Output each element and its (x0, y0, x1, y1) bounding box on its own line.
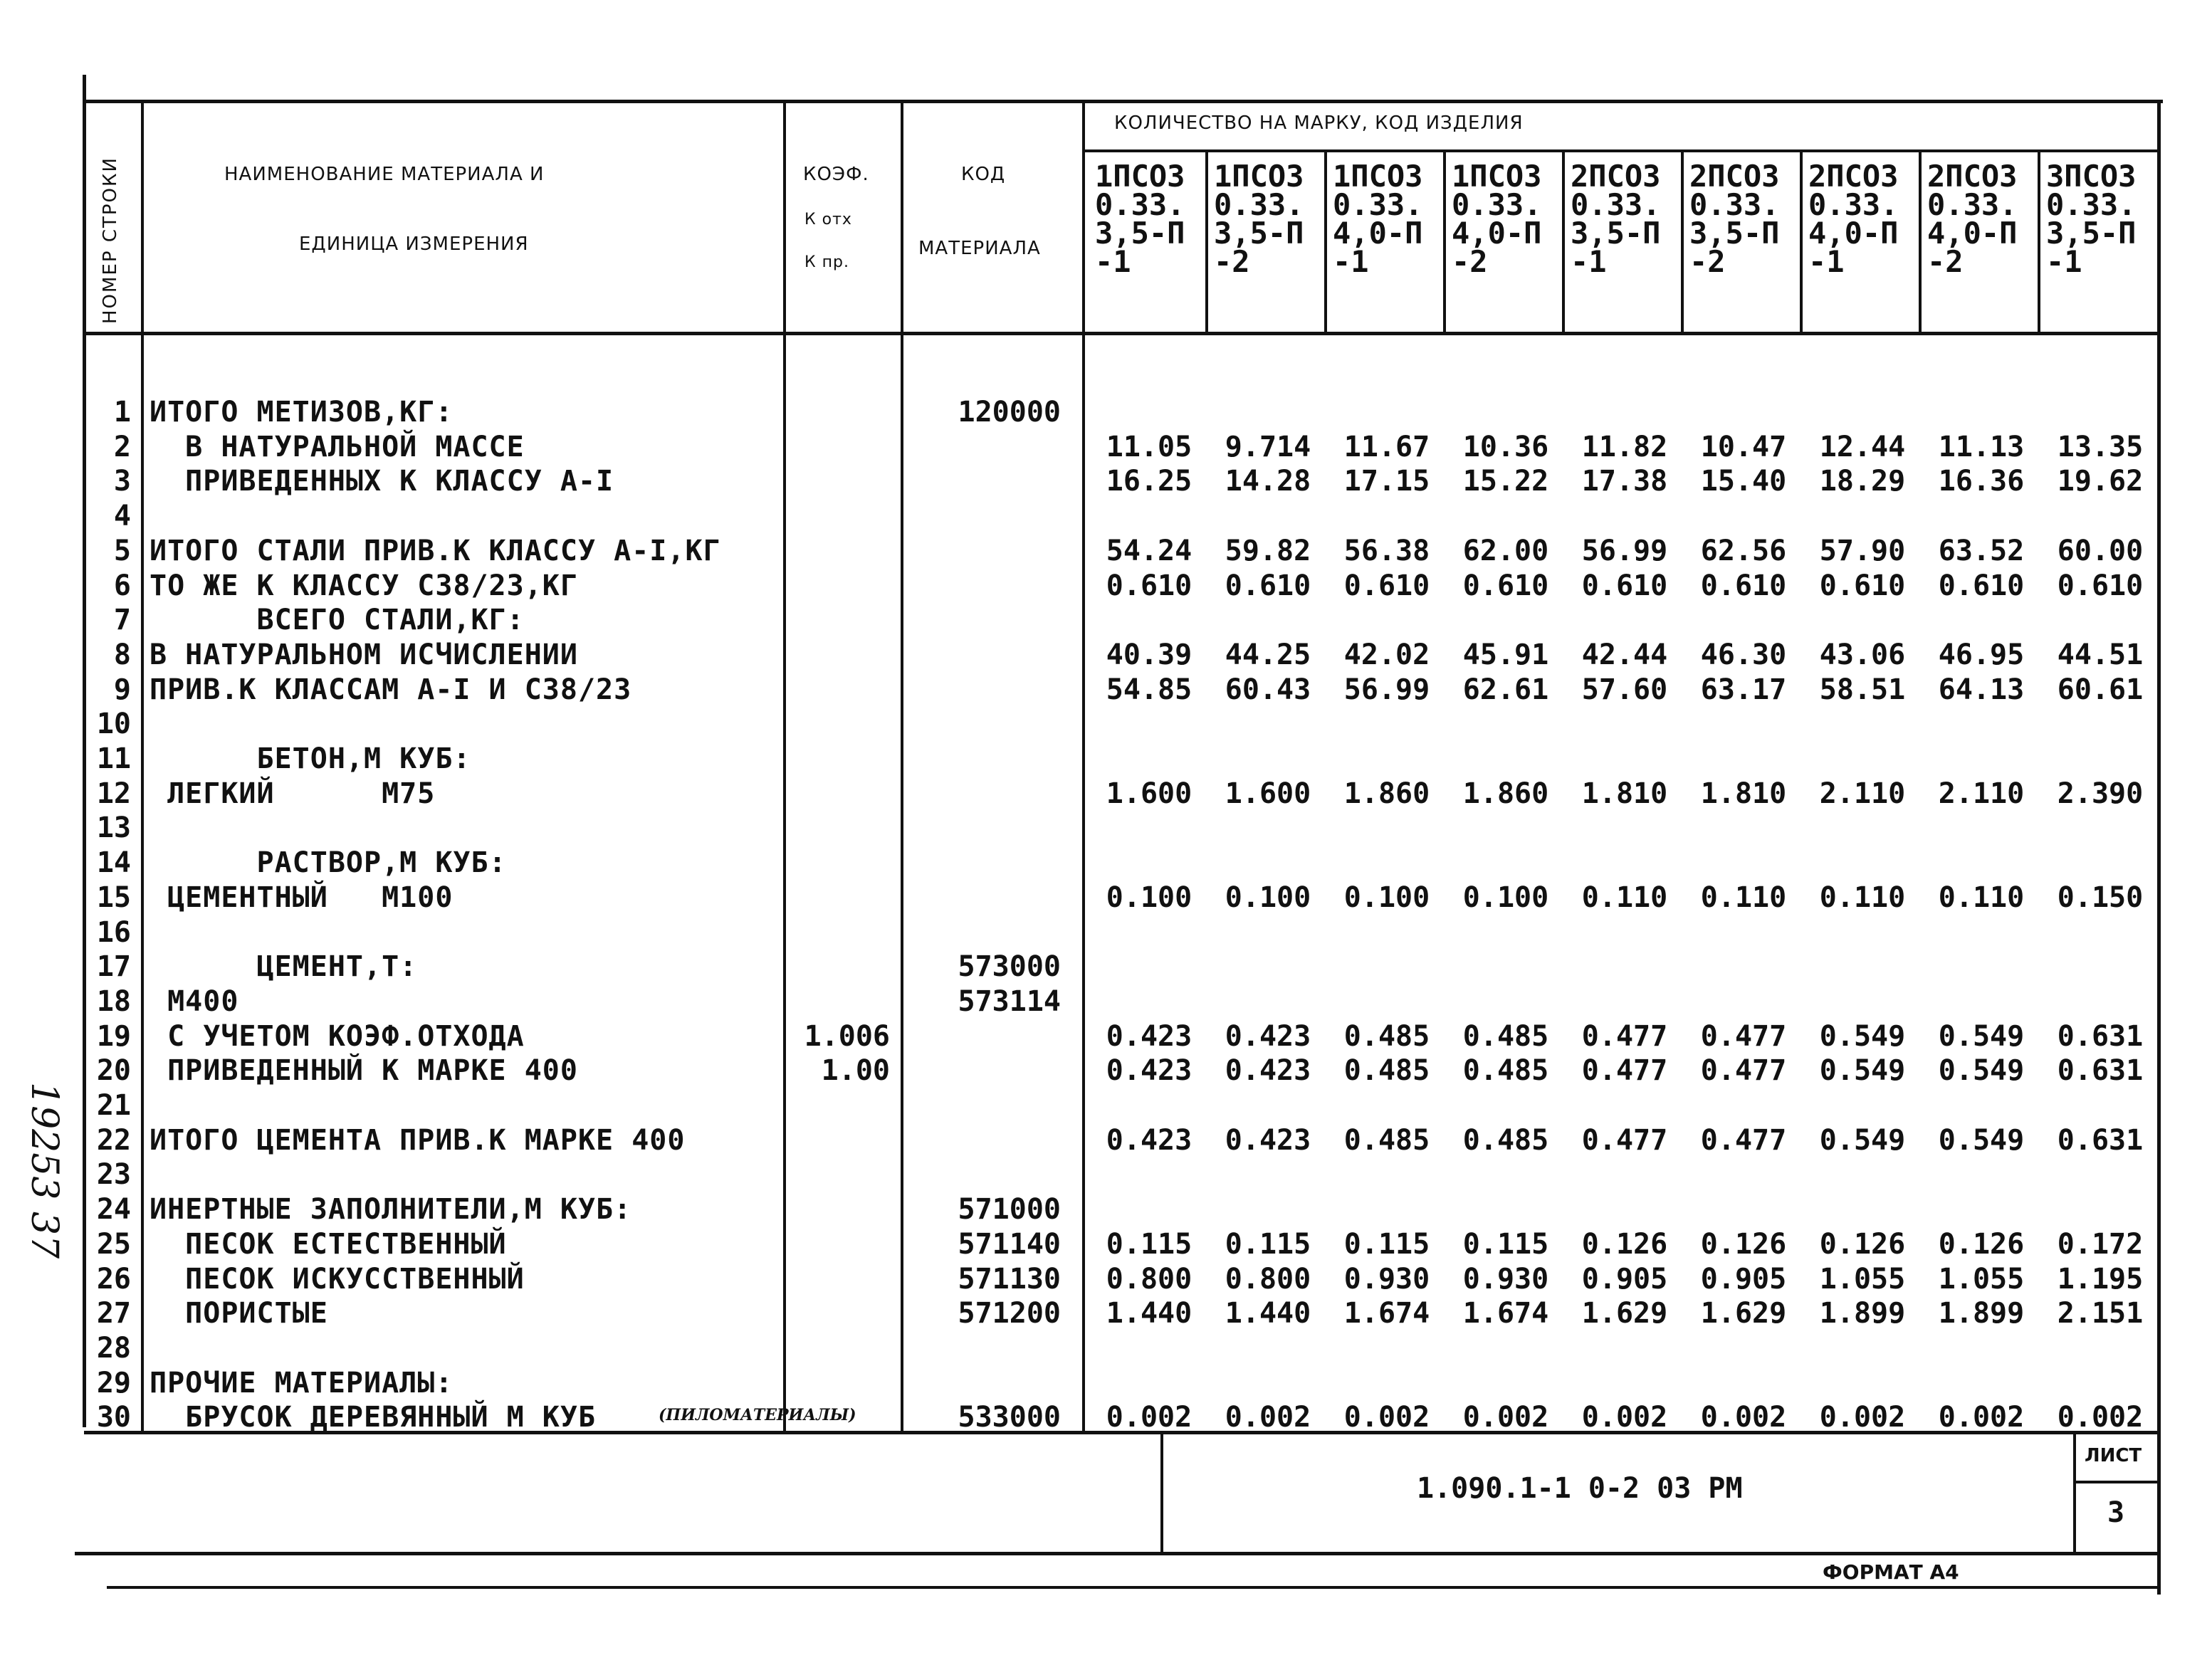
quantity-cell: 44.51 (2057, 638, 2144, 671)
quantity-cell: 0.002 (2057, 1401, 2144, 1434)
product-col-sep (1562, 151, 1565, 333)
quantity-cell: 0.610 (1819, 569, 1906, 602)
quantity-cell: 0.610 (1462, 569, 1549, 602)
quantity-cell: 0.477 (1700, 1019, 1787, 1053)
quantity-cell: 0.485 (1462, 1123, 1549, 1157)
product-header-5-line3: 3,5-П (1571, 216, 1661, 251)
quantity-cell: 0.631 (2057, 1123, 2144, 1157)
quantity-cell: 56.38 (1343, 534, 1430, 567)
quantity-cell: 57.90 (1819, 534, 1906, 567)
quantity-cell: 40.39 (1106, 638, 1193, 671)
product-header-6-line4: -2 (1689, 244, 1726, 279)
quantity-cell: 14.28 (1225, 465, 1311, 498)
product-col-sep (1919, 151, 1922, 333)
quantity-cell: 1.674 (1462, 1297, 1549, 1330)
quantity-cell: 1.440 (1106, 1297, 1193, 1330)
product-header-3-line2: 0.33. (1333, 187, 1423, 222)
product-header-6-line3: 3,5-П (1689, 216, 1780, 251)
quantity-cell: 0.610 (2057, 569, 2144, 602)
stamp-left (1160, 1432, 1163, 1553)
row-number: 12 (96, 777, 131, 810)
row-number: 5 (113, 534, 131, 567)
quantity-cell: 0.905 (1700, 1262, 1787, 1296)
row-number: 20 (96, 1054, 131, 1088)
name-header-line2: ЕДИНИЦА ИЗМЕРЕНИЯ (299, 233, 529, 255)
quantity-cell: 0.549 (1819, 1019, 1906, 1053)
quantity-cell: 0.126 (1938, 1227, 2025, 1261)
quantity-cell: 0.485 (1343, 1123, 1430, 1157)
product-header-7-line1: 2ПСОЗ (1808, 159, 1899, 194)
product-header-5-line2: 0.33. (1571, 187, 1661, 222)
quantity-cell: 15.40 (1700, 465, 1787, 498)
material-name: БРУСОК ДЕРЕВЯННЫЙ М КУБ (150, 1401, 597, 1434)
row-number: 24 (96, 1193, 131, 1227)
quantity-cell: 0.002 (1938, 1401, 2025, 1434)
quantity-cell: 0.126 (1700, 1227, 1787, 1261)
row-number: 1 (113, 396, 131, 429)
product-header-2-line4: -2 (1214, 244, 1250, 279)
quantity-cell: 0.610 (1106, 569, 1193, 602)
quantity-cell: 19.62 (2057, 465, 2144, 498)
material-name: ПРИВ.К КЛАССАМ А-I И С38/23 (150, 673, 632, 706)
quantity-cell: 0.930 (1343, 1262, 1430, 1296)
quantity-cell: 11.13 (1938, 430, 2025, 463)
material-name: ВСЕГО СТАЛИ,КГ: (150, 604, 525, 637)
quantity-cell: 0.485 (1343, 1054, 1430, 1088)
product-header-9-line3: 3,5-П (2046, 216, 2137, 251)
material-code: 120000 (958, 396, 1061, 429)
quantity-cell: 2.110 (1819, 777, 1906, 810)
quantity-cell: 10.47 (1700, 430, 1787, 463)
sheet-number: 3 (2107, 1496, 2125, 1529)
quantity-cell: 0.423 (1106, 1019, 1193, 1053)
quantity-cell: 0.800 (1225, 1262, 1311, 1296)
quantity-cell: 0.110 (1938, 881, 2025, 914)
product-header-8-line3: 4,0-П (1927, 216, 2018, 251)
quantity-cell: 2.151 (2057, 1297, 2144, 1330)
quantity-cell: 0.126 (1581, 1227, 1668, 1261)
quantity-cell: 0.115 (1462, 1227, 1549, 1261)
quantity-cell: 60.43 (1225, 673, 1311, 706)
stamp-bottom-rule (75, 1552, 2159, 1555)
quantity-cell: 0.549 (1938, 1019, 2025, 1053)
quantity-cell: 16.36 (1938, 465, 2025, 498)
material-name: М400 (150, 984, 239, 1018)
quantity-cell: 43.06 (1819, 638, 1906, 671)
quantity-cell: 54.24 (1106, 534, 1193, 567)
product-header-3-line4: -1 (1333, 244, 1369, 279)
material-name: ПРОЧИЕ МАТЕРИАЛЫ: (150, 1366, 454, 1399)
name-header-line1: НАИМЕНОВАНИЕ МАТЕРИАЛА И (224, 164, 545, 185)
quantity-cell: 46.30 (1700, 638, 1787, 671)
quantity-cell: 0.549 (1819, 1123, 1906, 1157)
quantity-cell: 0.002 (1581, 1401, 1668, 1434)
product-col-sep (1324, 151, 1327, 333)
quantity-cell: 0.610 (1225, 569, 1311, 602)
product-col-sep (1681, 151, 1684, 333)
quantity-cell: 60.00 (2057, 534, 2144, 567)
quantity-cell: 0.485 (1462, 1019, 1549, 1053)
quantity-cell: 9.714 (1225, 430, 1311, 463)
quantity-cell: 0.423 (1225, 1054, 1311, 1088)
format-label: ФОРМАТ А4 (1823, 1560, 1959, 1584)
code-header-line1: КОД (961, 164, 1006, 185)
quantity-cell: 1.810 (1581, 777, 1668, 810)
quantity-cell: 16.25 (1106, 465, 1193, 498)
col-sep-rownum (141, 100, 144, 1431)
product-header-3-line3: 4,0-П (1333, 216, 1423, 251)
quantity-cell: 1.055 (1819, 1262, 1906, 1296)
document-code: 1.090.1-1 0-2 03 РМ (1417, 1472, 1743, 1505)
quantity-cell: 0.423 (1225, 1123, 1311, 1157)
quantity-cell: 0.477 (1581, 1123, 1668, 1157)
row-number: 25 (96, 1227, 131, 1261)
material-code: 573114 (958, 984, 1061, 1018)
material-code: 533000 (958, 1401, 1061, 1434)
quantity-cell: 0.930 (1462, 1262, 1549, 1296)
product-header-2-line1: 1ПСОЗ (1214, 159, 1304, 194)
quantity-cell: 1.674 (1343, 1297, 1430, 1330)
quantity-cell: 46.95 (1938, 638, 2025, 671)
quantity-cell: 0.485 (1343, 1019, 1430, 1053)
coef-header-line1: КОЭФ. (803, 164, 869, 185)
material-name: ИНЕРТНЫЕ ЗАПОЛНИТЕЛИ,М КУБ: (150, 1193, 632, 1227)
quantity-cell: 0.477 (1700, 1123, 1787, 1157)
quantity-header-title: КОЛИЧЕСТВО НА МАРКУ, КОД ИЗДЕЛИЯ (1114, 112, 1524, 134)
quantity-cell: 0.549 (1938, 1123, 2025, 1157)
row-number: 2 (113, 430, 131, 463)
quantity-cell: 63.17 (1700, 673, 1787, 706)
row-number: 26 (96, 1262, 131, 1296)
product-header-7-line2: 0.33. (1808, 187, 1899, 222)
product-header-2-line2: 0.33. (1214, 187, 1304, 222)
product-header-8-line4: -2 (1927, 244, 1964, 279)
quantity-cell: 0.631 (2057, 1054, 2144, 1088)
product-header-9-line2: 0.33. (2046, 187, 2137, 222)
material-name: С УЧЕТОМ КОЭФ.ОТХОДА (150, 1019, 525, 1053)
product-header-6-line1: 2ПСОЗ (1689, 159, 1780, 194)
row-number: 23 (96, 1158, 131, 1192)
stamp-sheet-left (2073, 1432, 2076, 1553)
sheet-bottom-rule (107, 1586, 2160, 1589)
material-name: ЦЕМЕНТНЫЙ М100 (150, 881, 454, 914)
material-name: ПРИВЕДЕННЫХ К КЛАССУ А-I (150, 465, 614, 498)
product-col-sep (2038, 151, 2040, 333)
material-code: 573000 (958, 950, 1061, 984)
material-name: ИТОГО СТАЛИ ПРИВ.К КЛАССУ А-I,КГ (150, 534, 721, 567)
material-name: ПОРИСТЫЕ (150, 1297, 328, 1330)
quantity-cell: 0.100 (1462, 881, 1549, 914)
material-code: 571000 (958, 1193, 1061, 1227)
quantity-cell: 0.477 (1700, 1054, 1787, 1088)
quantity-cell: 0.800 (1106, 1262, 1193, 1296)
quantity-cell: 1.600 (1106, 777, 1193, 810)
quantity-cell: 1.629 (1581, 1297, 1668, 1330)
quantity-cell: 42.02 (1343, 638, 1430, 671)
quantity-cell: 1.055 (1938, 1262, 2025, 1296)
quantity-cell: 58.51 (1819, 673, 1906, 706)
coefficient: 1.00 (821, 1054, 890, 1088)
row-number: 21 (96, 1089, 131, 1122)
quantity-cell: 0.110 (1819, 881, 1906, 914)
quantity-cell: 0.100 (1225, 881, 1311, 914)
row-number: 22 (96, 1123, 131, 1157)
quantity-cell: 56.99 (1581, 534, 1668, 567)
quantity-cell: 0.002 (1819, 1401, 1906, 1434)
material-name: ЦЕМЕНТ,Т: (150, 950, 418, 984)
product-header-5-line1: 2ПСОЗ (1571, 159, 1661, 194)
quantity-cell: 60.61 (2057, 673, 2144, 706)
row-number: 14 (96, 846, 131, 880)
quantity-cell: 12.44 (1819, 430, 1906, 463)
material-code: 571130 (958, 1262, 1061, 1296)
quantity-cell: 0.002 (1225, 1401, 1311, 1434)
row-number: 29 (96, 1366, 131, 1399)
quantity-cell: 17.15 (1343, 465, 1430, 498)
row-number: 6 (113, 569, 131, 602)
row-number: 27 (96, 1297, 131, 1330)
product-header-5-line4: -1 (1571, 244, 1607, 279)
quantity-cell: 0.423 (1106, 1123, 1193, 1157)
material-code: 571140 (958, 1227, 1061, 1261)
material-code: 571200 (958, 1297, 1061, 1330)
product-header-8-line1: 2ПСОЗ (1927, 159, 2018, 194)
row-number: 3 (113, 465, 131, 498)
col-sep-coef (901, 100, 903, 1431)
quantity-cell: 0.610 (1581, 569, 1668, 602)
product-col-sep (1800, 151, 1803, 333)
col-sep-code (1082, 100, 1085, 1431)
quantity-cell: 0.610 (1700, 569, 1787, 602)
quantity-cell: 0.100 (1106, 881, 1193, 914)
coefficient: 1.006 (804, 1019, 890, 1053)
row-number: 15 (96, 881, 131, 914)
quantity-cell: 17.38 (1581, 465, 1668, 498)
quantity-cell: 0.110 (1581, 881, 1668, 914)
material-name: ПРИВЕДЕННЫЙ К МАРКЕ 400 (150, 1054, 578, 1088)
quantity-cell: 2.390 (2057, 777, 2144, 810)
col-sep-name (783, 100, 786, 1431)
quantity-cell: 2.110 (1938, 777, 2025, 810)
quantity-cell: 1.629 (1700, 1297, 1787, 1330)
material-name: БЕТОН,М КУБ: (150, 742, 471, 775)
quantity-cell: 18.29 (1819, 465, 1906, 498)
margin-note: 19253 37 (23, 1082, 65, 1259)
row-number: 28 (96, 1331, 131, 1365)
quantity-cell: 57.60 (1581, 673, 1668, 706)
quantity-cell: 62.00 (1462, 534, 1549, 567)
material-name: ИТОГО МЕТИЗОВ,КГ: (150, 396, 454, 429)
product-header-1-line4: -1 (1095, 244, 1131, 279)
product-header-4-line4: -2 (1452, 244, 1488, 279)
quantity-cell: 0.423 (1106, 1054, 1193, 1088)
row-number: 9 (113, 673, 131, 706)
quantity-cell: 0.610 (1343, 569, 1430, 602)
quantity-cell: 0.549 (1819, 1054, 1906, 1088)
row-number: 16 (96, 915, 131, 949)
row-number: 4 (113, 500, 131, 533)
quantity-cell: 0.002 (1700, 1401, 1787, 1434)
quantity-cell: 0.002 (1343, 1401, 1430, 1434)
row-number: 13 (96, 812, 131, 845)
row-number: 18 (96, 984, 131, 1018)
row-number: 7 (113, 604, 131, 637)
quantity-cell: 59.82 (1225, 534, 1311, 567)
quantity-cell: 1.860 (1343, 777, 1430, 810)
row-number: 11 (96, 742, 131, 775)
row-number: 30 (96, 1401, 131, 1434)
material-name: ИТОГО ЦЕМЕНТА ПРИВ.К МАРКЕ 400 (150, 1123, 686, 1157)
product-header-1-line2: 0.33. (1095, 187, 1185, 222)
row-number: 10 (96, 708, 131, 741)
quantity-cell: 62.56 (1700, 534, 1787, 567)
quantity-cell: 0.477 (1581, 1054, 1668, 1088)
quantity-cell: 0.477 (1581, 1019, 1668, 1053)
material-name: В НАТУРАЛЬНОМ ИСЧИСЛЕНИИ (150, 638, 578, 671)
product-header-3-line1: 1ПСОЗ (1333, 159, 1423, 194)
quantity-cell: 0.172 (2057, 1227, 2144, 1261)
frame-top (84, 100, 2163, 103)
product-header-1-line3: 3,5-П (1095, 216, 1185, 251)
quantity-cell: 0.100 (1343, 881, 1430, 914)
quantity-cell: 0.631 (2057, 1019, 2144, 1053)
row30-note: (ПИЛОМАТЕРИАЛЫ) (659, 1406, 856, 1424)
product-header-7-line3: 4,0-П (1808, 216, 1899, 251)
row-number: 8 (113, 638, 131, 671)
coef-header-line3: К пр. (804, 253, 849, 271)
product-header-8-line2: 0.33. (1927, 187, 2018, 222)
product-header-6-line2: 0.33. (1689, 187, 1780, 222)
material-name: ЛЕГКИЙ М75 (150, 777, 436, 810)
quantity-cell: 1.899 (1938, 1297, 2025, 1330)
product-col-sep (1205, 151, 1208, 333)
quantity-cell: 0.423 (1225, 1019, 1311, 1053)
quantity-cell: 63.52 (1938, 534, 2025, 567)
quantity-cell: 1.440 (1225, 1297, 1311, 1330)
quantity-cell: 0.115 (1225, 1227, 1311, 1261)
stamp-sheet-mid (2075, 1481, 2159, 1483)
row-number: 19 (96, 1019, 131, 1053)
row-number: 17 (96, 950, 131, 984)
material-name: РАСТВОР,М КУБ: (150, 846, 507, 880)
material-name: ПЕСОК ЕСТЕСТВЕННЫЙ (150, 1227, 507, 1261)
quantity-cell: 54.85 (1106, 673, 1193, 706)
frame-right (2157, 100, 2161, 1595)
product-header-7-line4: -1 (1808, 244, 1845, 279)
quantity-cell: 11.82 (1581, 430, 1668, 463)
quantity-cell: 44.25 (1225, 638, 1311, 671)
quantity-cell: 11.05 (1106, 430, 1193, 463)
material-name: В НАТУРАЛЬНОЙ МАССЕ (150, 430, 525, 463)
quantity-cell: 0.485 (1462, 1054, 1549, 1088)
quantity-cell: 15.22 (1462, 465, 1549, 498)
quantity-cell: 1.860 (1462, 777, 1549, 810)
quantity-cell: 64.13 (1938, 673, 2025, 706)
product-header-4-line3: 4,0-П (1452, 216, 1542, 251)
row-number-header: НОМЕР СТРОКИ (100, 157, 121, 324)
code-header-line2: МАТЕРИАЛА (918, 238, 1041, 259)
header-bottom-rule (84, 332, 2159, 335)
quantity-cell: 1.195 (2057, 1262, 2144, 1296)
quantity-cell: 11.67 (1343, 430, 1430, 463)
coef-header-line2: К отх (804, 211, 852, 229)
quantity-cell: 10.36 (1462, 430, 1549, 463)
sheet-label: ЛИСТ (2085, 1445, 2142, 1466)
product-header-9-line1: 3ПСОЗ (2046, 159, 2137, 194)
quantity-cell: 0.002 (1106, 1401, 1193, 1434)
product-header-4-line2: 0.33. (1452, 187, 1542, 222)
qty-title-rule (1084, 149, 2159, 152)
quantity-cell: 45.91 (1462, 638, 1549, 671)
quantity-cell: 0.549 (1938, 1054, 2025, 1088)
product-header-2-line3: 3,5-П (1214, 216, 1304, 251)
quantity-cell: 0.002 (1462, 1401, 1549, 1434)
quantity-cell: 0.150 (2057, 881, 2144, 914)
quantity-cell: 0.126 (1819, 1227, 1906, 1261)
quantity-cell: 62.61 (1462, 673, 1549, 706)
quantity-cell: 56.99 (1343, 673, 1430, 706)
material-name: ПЕСОК ИСКУССТВЕННЫЙ (150, 1262, 525, 1296)
material-name: ТО ЖЕ К КЛАССУ С38/23,КГ (150, 569, 578, 602)
quantity-cell: 13.35 (2057, 430, 2144, 463)
quantity-cell: 0.905 (1581, 1262, 1668, 1296)
quantity-cell: 42.44 (1581, 638, 1668, 671)
quantity-cell: 0.115 (1343, 1227, 1430, 1261)
quantity-cell: 0.110 (1700, 881, 1787, 914)
product-header-9-line4: -1 (2046, 244, 2082, 279)
product-header-1-line1: 1ПСОЗ (1095, 159, 1185, 194)
quantity-cell: 1.810 (1700, 777, 1787, 810)
quantity-cell: 1.899 (1819, 1297, 1906, 1330)
product-col-sep (1443, 151, 1446, 333)
quantity-cell: 1.600 (1225, 777, 1311, 810)
quantity-cell: 0.610 (1938, 569, 2025, 602)
product-header-4-line1: 1ПСОЗ (1452, 159, 1542, 194)
quantity-cell: 0.115 (1106, 1227, 1193, 1261)
